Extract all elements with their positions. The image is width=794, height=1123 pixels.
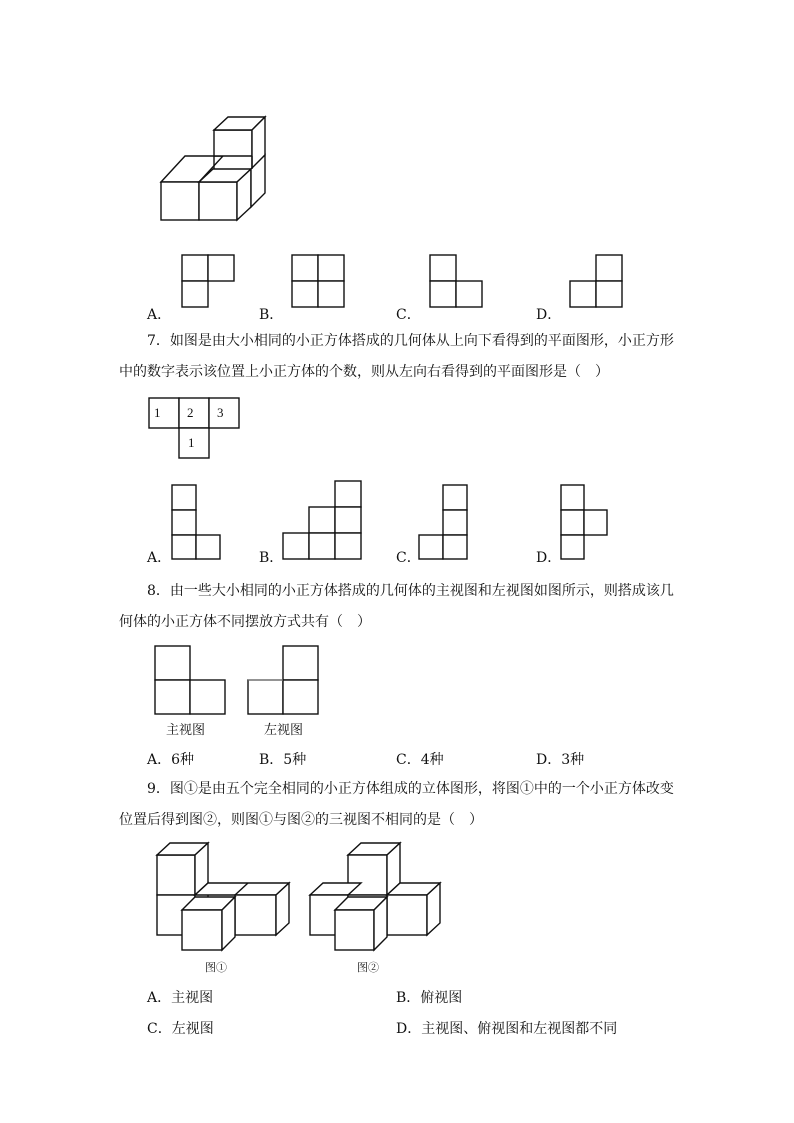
- q8-front-view-caption: 主视图: [166, 722, 206, 737]
- q7-grid-cell-number: 2: [187, 405, 194, 420]
- q8-option-d[interactable]: D．3种: [536, 752, 585, 768]
- q7-grid-cell-number: 3: [217, 405, 224, 420]
- q9-text-line2: 位置后得到图②，则图①与图②的三视图不相同的是（ ）: [119, 812, 483, 828]
- q6-option-a[interactable]: A．: [147, 307, 172, 323]
- q7-text-line2: 中的数字表示该位置上小正方体的个数，则从左向右看得到的平面图形是（ ）: [119, 364, 609, 380]
- q8-text-line2: 何体的小正方体不同摆放方式共有（ ）: [119, 614, 371, 630]
- q8-option-b[interactable]: B．5种: [259, 752, 307, 768]
- q9-option-a[interactable]: A．主视图: [147, 990, 214, 1006]
- q8-option-c[interactable]: C．4种: [396, 752, 444, 768]
- q7-text-line1: 7．如图是由大小相同的小正方体搭成的几何体从上向下看得到的平面图形，小正方形: [147, 333, 674, 349]
- q9-figure-2-caption: 图②: [357, 962, 379, 974]
- q6-option-d[interactable]: D．: [536, 307, 562, 323]
- q7-option-b[interactable]: B．: [259, 550, 284, 566]
- q9-option-c[interactable]: C．左视图: [147, 1021, 214, 1037]
- q9-option-b[interactable]: B．俯视图: [396, 990, 463, 1006]
- q9-figure-1-caption: 图①: [205, 962, 227, 974]
- q7-option-c[interactable]: C．: [396, 550, 421, 566]
- q8-text-line1: 8．由一些大小相同的小正方体搭成的几何体的主视图和左视图如图所示，则搭成该几: [147, 583, 674, 599]
- q7-grid-cell-number: 1: [154, 405, 161, 420]
- q8-left-view-caption: 左视图: [264, 722, 304, 737]
- q7-grid-cell-number: 1: [188, 435, 195, 450]
- q6-option-c[interactable]: C．: [396, 307, 421, 323]
- q7-option-a[interactable]: A．: [147, 550, 172, 566]
- q8-option-a[interactable]: A．6种: [147, 752, 195, 768]
- q7-option-d[interactable]: D．: [536, 550, 562, 566]
- q6-option-b[interactable]: B．: [259, 307, 284, 323]
- q9-option-d[interactable]: D．主视图、俯视图和左视图都不同: [396, 1021, 618, 1037]
- q9-text-line1: 9．图①是由五个完全相同的小正方体组成的立体图形，将图①中的一个小正方体改变: [147, 781, 674, 797]
